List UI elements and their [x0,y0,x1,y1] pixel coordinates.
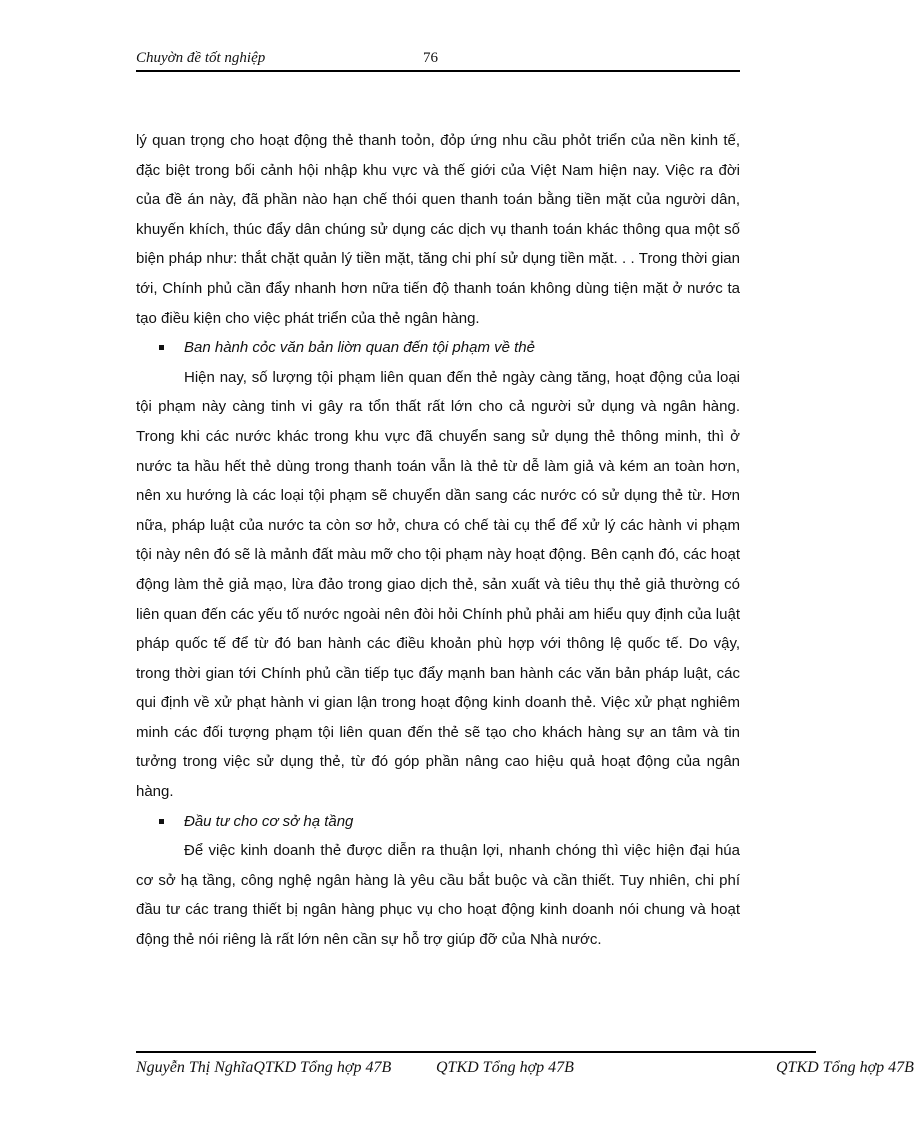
footer-author: Nguyễn Thị NghĩaQTKD Tổng hợp 47B [136,1059,392,1076]
paragraph-crime: Hiện nay, số lượng tội phạm liên quan đến thẻ ngày càng tăng, hoạt động của loại tội phạm này càng tinh vi gây ra tổn thất rất lớn cho cả người sử dụng và ngân hàng. Trong khi các nước khác trong khu vực đã chuyển sang sử dụng thẻ thông minh, thì ở nước ta hầu hết thẻ dùng trong thanh toán vẫn là thẻ từ dễ làm giả và kém an toàn hơn, nên xu hướng là các loại tội phạm sẽ chuyển dần sang các nước có sử dụng thẻ từ. Hơn nữa, pháp luật của nước ta còn sơ hở, chưa có chế tài cụ thể để xử lý các hành vi phạm tội này nên đó sẽ là mảnh đất màu mỡ cho tội phạm này hoạt động. Bên cạnh đó, các hoạt động làm thẻ giả mạo, lừa đảo trong giao dịch thẻ, sản xuất và tiêu thụ thẻ giả thường có liên quan đến các yếu tố nước ngoài nên đòi hỏi Chính phủ phải am hiểu quy định của luật pháp quốc tế để từ đó ban hành các điều khoản phù hợp với thông lệ quốc tế. Do vậy, trong thời gian tới Chính phủ cần tiếp tục đẩy mạnh ban hành các văn bản pháp luật, các qui định về xử phạt hành vi gian lận trong hoạt động kinh doanh thẻ. Việc xử phạt nghiêm minh các đối tượng phạm tội liên quan đến thẻ sẽ tạo cho khách hàng sự an tâm và tin tưởng trong việc sử dụng thẻ, từ đó góp phần nâng cao hiệu quả hoạt động của ngân hàng. [136,368,740,801]
page-footer [136,1051,914,1083]
document-title: Chuyờn đề tốt nghiệp [136,50,266,66]
paragraph-infrastructure: Để việc kinh doanh thẻ được diễn ra thuận lợi, nhanh chóng thì việc hiện đại húa cơ sở hạ tầng, công nghệ ngân hàng là yêu cầu bắt buộc và cần thiết. Tuy nhiên, chi phí đầu tư các trang thiết bị ngân hàng phục vụ cho hoạt động kinh doanh nói chung và hoạt động thẻ nói riêng là rất lớn nên cần sự hỗ trợ giúp đỡ của Nhà nước. [136,842,740,949]
section-heading-text: Đầu tư cho cơ sở hạ tầng [184,812,354,830]
paragraph-continued: lý quan trọng cho hoạt động thẻ thanh toỏn, đỏp ứng nhu cầu phỏt triển của nền kinh tế, đặc biệt trong bối cảnh hội nhập khu vực và thế giới của Việt Nam hiện nay. Việc ra đời của đề án này, đã phần nào hạn chế thói quen thanh toán bằng tiền mặt của người dân, khuyến khích, thúc đẩy dân chúng sử dụng các dịch vụ thanh toán khác thông qua một số biện pháp như: thắt chặt quản lý tiền mặt, tăng chi phí sử dụng tiền mặt. . . Trong thời gian tới, Chính phủ cần đẩy nhanh hơn nữa tiến độ thanh toán không dùng tiện mặt ở nước ta tạo điều kiện cho việc phát triển của thẻ ngân hàng. [136,132,740,327]
section-heading-text: Ban hành cỏc văn bản liờn quan đến tội phạm về thẻ [184,339,535,357]
bullet-square-icon [159,345,164,350]
page-body [136,126,740,955]
footer-class: QTKD Tổng hợp 47B [436,1059,574,1076]
page-header [136,48,740,72]
section-heading-crime-legislation [136,333,740,363]
page-number: 76 [423,50,438,66]
footer-class-overflow: QTKD Tổng hợp 47B [776,1059,914,1076]
bullet-square-icon [159,819,164,824]
section-heading-infrastructure [136,807,740,837]
